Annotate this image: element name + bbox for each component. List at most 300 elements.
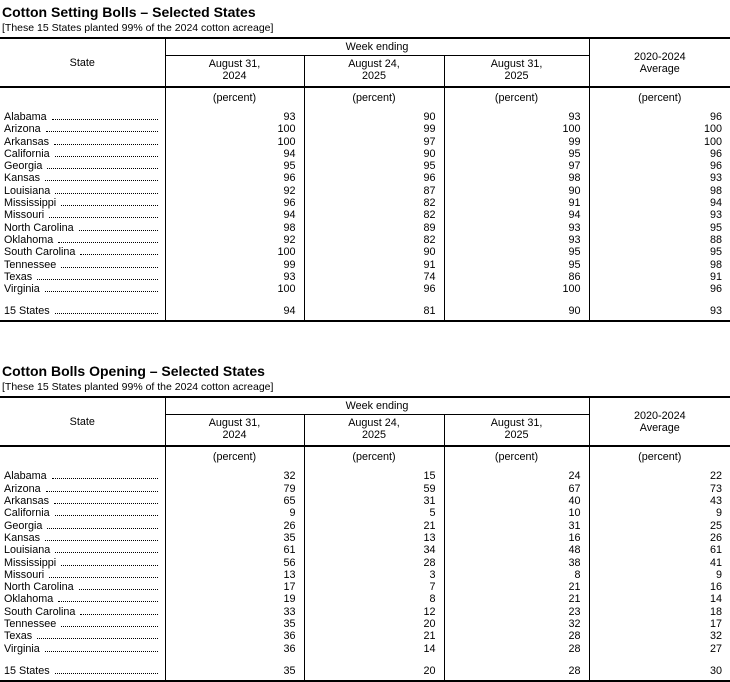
dot-leader <box>55 552 157 553</box>
state-name: Arkansas <box>4 495 50 508</box>
value-cell: 98 <box>444 172 589 184</box>
table-row <box>0 470 730 482</box>
value-cell: 92 <box>165 234 304 246</box>
state-cell <box>0 618 165 630</box>
state-cell <box>0 544 165 556</box>
value-cell: 74 <box>304 271 444 283</box>
total-label-cell <box>0 664 165 681</box>
value-cell: 87 <box>304 185 444 197</box>
value-cell: 98 <box>589 259 730 271</box>
setting-bolls-section <box>0 4 730 322</box>
value-cell: 93 <box>165 111 304 123</box>
state-name: Texas <box>4 270 33 283</box>
value-cell: 32 <box>444 618 589 630</box>
table-row <box>0 172 730 184</box>
value-cell: 21 <box>304 520 444 532</box>
average-label-line2: Average <box>639 62 680 75</box>
state-name: Louisiana <box>4 184 51 197</box>
value-cell: 98 <box>589 185 730 197</box>
value-cell: 32 <box>165 470 304 482</box>
date-column-header <box>165 56 304 88</box>
dot-leader <box>55 515 158 516</box>
value-cell: 36 <box>165 643 304 655</box>
state-name: Louisiana <box>4 544 51 557</box>
value-cell: 91 <box>304 259 444 271</box>
value-cell: 33 <box>165 606 304 618</box>
table-row <box>0 643 730 655</box>
state-cell <box>0 136 165 148</box>
state-cell <box>0 197 165 209</box>
state-name: California <box>4 507 50 520</box>
dot-leader <box>61 267 157 268</box>
average-column-header <box>589 38 730 87</box>
setting-bolls-title: Cotton Setting Bolls – Selected States <box>2 4 256 20</box>
dot-leader <box>49 217 157 218</box>
table-row <box>0 185 730 197</box>
date-column-header <box>165 415 304 447</box>
value-cell: 16 <box>444 532 589 544</box>
average-label-line2: Average <box>639 421 680 434</box>
value-cell: 91 <box>444 197 589 209</box>
dot-leader <box>52 119 158 120</box>
state-name: Missouri <box>4 568 45 581</box>
spacer-row <box>0 295 730 304</box>
table-row <box>0 136 730 148</box>
state-cell <box>0 283 165 295</box>
state-cell <box>0 185 165 197</box>
state-cell <box>0 470 165 482</box>
table-row <box>0 148 730 160</box>
value-cell: 65 <box>165 495 304 507</box>
value-cell: 86 <box>444 271 589 283</box>
table-row <box>0 197 730 209</box>
unit-cell: (percent) <box>304 87 444 111</box>
date-line1: August 24, <box>348 58 400 70</box>
value-cell: 9 <box>165 507 304 519</box>
value-cell: 40 <box>444 495 589 507</box>
average-column-header <box>589 397 730 446</box>
setting-bolls-body <box>0 111 730 295</box>
value-cell: 27 <box>589 643 730 655</box>
value-cell: 100 <box>165 283 304 295</box>
state-cell <box>0 507 165 519</box>
value-cell: 93 <box>589 172 730 184</box>
dot-leader <box>37 279 157 280</box>
value-cell: 14 <box>589 593 730 605</box>
value-cell: 28 <box>304 557 444 569</box>
value-cell: 91 <box>589 271 730 283</box>
state-name: Alabama <box>4 470 47 483</box>
table-row <box>0 259 730 271</box>
dot-leader <box>47 168 157 169</box>
dot-leader <box>55 193 157 194</box>
total-label: 15 States <box>4 664 50 677</box>
state-name: Oklahoma <box>4 593 54 606</box>
value-cell: 95 <box>589 246 730 258</box>
value-cell: 90 <box>444 185 589 197</box>
value-cell: 96 <box>165 197 304 209</box>
dot-leader <box>58 601 157 602</box>
state-name: South Carolina <box>4 246 76 259</box>
dot-leader <box>79 230 158 231</box>
table-row <box>0 160 730 172</box>
unit-cell: (percent) <box>444 446 589 470</box>
total-row <box>0 664 730 681</box>
value-cell: 16 <box>589 581 730 593</box>
unit-cell: (percent) <box>165 87 304 111</box>
total-value-cell: 94 <box>165 304 304 321</box>
table-row <box>0 209 730 221</box>
dot-leader <box>46 131 158 132</box>
value-cell: 93 <box>165 271 304 283</box>
state-cell <box>0 557 165 569</box>
header-row-week-ending <box>0 397 730 415</box>
state-cell <box>0 643 165 655</box>
dot-leader <box>46 491 158 492</box>
date-line2: 2024 <box>222 69 247 82</box>
dot-leader <box>79 589 158 590</box>
dot-leader <box>61 626 157 627</box>
state-cell <box>0 606 165 618</box>
table-row <box>0 222 730 234</box>
dot-leader <box>54 503 157 504</box>
dot-leader <box>47 528 157 529</box>
table-row <box>0 532 730 544</box>
value-cell: 13 <box>304 532 444 544</box>
value-cell: 61 <box>165 544 304 556</box>
state-name: North Carolina <box>4 581 74 594</box>
value-cell: 26 <box>589 532 730 544</box>
dot-leader <box>52 478 158 479</box>
value-cell: 36 <box>165 630 304 642</box>
state-cell <box>0 172 165 184</box>
setting-bolls-table <box>0 37 730 322</box>
table-row <box>0 271 730 283</box>
value-cell: 8 <box>304 593 444 605</box>
value-cell: 48 <box>444 544 589 556</box>
dot-leader <box>37 638 157 639</box>
value-cell: 94 <box>165 209 304 221</box>
date-line2: 2025 <box>504 428 529 441</box>
value-cell: 17 <box>165 581 304 593</box>
total-value-cell: 30 <box>589 664 730 681</box>
value-cell: 96 <box>304 172 444 184</box>
value-cell: 41 <box>589 557 730 569</box>
bolls-opening-table <box>0 396 730 681</box>
table-row <box>0 606 730 618</box>
date-column-header <box>444 415 589 447</box>
dot-leader <box>61 565 157 566</box>
state-cell <box>0 593 165 605</box>
state-cell <box>0 483 165 495</box>
value-cell: 23 <box>444 606 589 618</box>
date-line1: August 24, <box>348 417 400 430</box>
value-cell: 43 <box>589 495 730 507</box>
state-cell <box>0 630 165 642</box>
dot-leader <box>55 313 158 314</box>
week-ending-header: Week ending <box>165 38 589 56</box>
date-line2: 2025 <box>361 428 387 441</box>
table-row <box>0 569 730 581</box>
state-cell <box>0 520 165 532</box>
value-cell: 89 <box>304 222 444 234</box>
total-value-cell: 93 <box>589 304 730 321</box>
date-column-header <box>304 415 444 447</box>
value-cell: 8 <box>444 569 589 581</box>
state-cell <box>0 271 165 283</box>
average-label-line1: 2020-2024 <box>633 50 686 63</box>
state-name: Alabama <box>4 111 47 123</box>
date-line1: August 31, <box>490 417 543 430</box>
total-label-cell <box>0 304 165 321</box>
value-cell: 3 <box>304 569 444 581</box>
value-cell: 95 <box>304 160 444 172</box>
value-cell: 73 <box>589 483 730 495</box>
value-cell: 19 <box>165 593 304 605</box>
total-value-cell: 90 <box>444 304 589 321</box>
value-cell: 35 <box>165 532 304 544</box>
total-label: 15 States <box>4 305 50 318</box>
value-cell: 25 <box>589 520 730 532</box>
value-cell: 21 <box>444 593 589 605</box>
state-cell <box>0 246 165 258</box>
value-cell: 9 <box>589 569 730 581</box>
bolls-opening-section <box>0 363 730 681</box>
value-cell: 7 <box>304 581 444 593</box>
value-cell: 94 <box>444 209 589 221</box>
table-row <box>0 544 730 556</box>
state-name: North Carolina <box>4 221 74 234</box>
state-cell <box>0 234 165 246</box>
value-cell: 15 <box>304 470 444 482</box>
table-row <box>0 495 730 507</box>
value-cell: 21 <box>304 630 444 642</box>
table-row <box>0 630 730 642</box>
date-line1: August 31, <box>208 58 261 70</box>
dot-leader <box>45 180 157 181</box>
value-cell: 100 <box>165 136 304 148</box>
value-cell: 82 <box>304 197 444 209</box>
value-cell: 96 <box>304 283 444 295</box>
value-cell: 88 <box>589 234 730 246</box>
value-cell: 28 <box>444 630 589 642</box>
bolls-opening-body <box>0 470 730 654</box>
value-cell: 94 <box>589 197 730 209</box>
spacer-row <box>0 655 730 664</box>
unit-cell-empty <box>0 87 165 111</box>
value-cell: 79 <box>165 483 304 495</box>
value-cell: 99 <box>165 259 304 271</box>
state-cell <box>0 148 165 160</box>
value-cell: 96 <box>589 111 730 123</box>
average-label-line1: 2020-2024 <box>633 409 686 422</box>
dot-leader <box>55 673 158 674</box>
table-row <box>0 557 730 569</box>
value-cell: 100 <box>589 123 730 135</box>
value-cell: 96 <box>589 148 730 160</box>
setting-bolls-subtitle: [These 15 States planted 99% of the 2024 cotton acreage] <box>2 22 274 34</box>
value-cell: 95 <box>589 222 730 234</box>
date-line1: August 31, <box>490 58 543 70</box>
date-line2: 2025 <box>504 69 529 82</box>
value-cell: 99 <box>444 136 589 148</box>
dot-leader <box>80 254 157 255</box>
state-name: Mississippi <box>4 556 57 569</box>
state-name: Kansas <box>4 531 41 544</box>
value-cell: 9 <box>589 507 730 519</box>
value-cell: 93 <box>444 234 589 246</box>
total-value-cell: 35 <box>165 664 304 681</box>
value-cell: 100 <box>444 283 589 295</box>
state-name: California <box>4 147 50 160</box>
value-cell: 93 <box>589 209 730 221</box>
value-cell: 100 <box>165 246 304 258</box>
unit-cell-empty <box>0 446 165 470</box>
value-cell: 24 <box>444 470 589 482</box>
dot-leader <box>80 614 157 615</box>
value-cell: 95 <box>444 246 589 258</box>
total-value-cell: 28 <box>444 664 589 681</box>
value-cell: 31 <box>444 520 589 532</box>
value-cell: 100 <box>589 136 730 148</box>
value-cell: 90 <box>304 148 444 160</box>
value-cell: 82 <box>304 234 444 246</box>
value-cell: 31 <box>304 495 444 507</box>
value-cell: 21 <box>444 581 589 593</box>
table-row <box>0 520 730 532</box>
date-column-header <box>304 56 444 88</box>
value-cell: 100 <box>444 123 589 135</box>
table-row <box>0 593 730 605</box>
dot-leader <box>61 205 157 206</box>
value-cell: 98 <box>165 222 304 234</box>
dot-leader <box>45 291 158 292</box>
state-cell <box>0 532 165 544</box>
total-value-cell: 81 <box>304 304 444 321</box>
table-row <box>0 111 730 123</box>
unit-cell: (percent) <box>589 446 730 470</box>
unit-row <box>0 446 730 470</box>
unit-cell: (percent) <box>444 87 589 111</box>
dot-leader <box>54 144 157 145</box>
state-name: Georgia <box>4 160 43 173</box>
state-cell <box>0 209 165 221</box>
value-cell: 94 <box>165 148 304 160</box>
dot-leader <box>45 540 157 541</box>
state-name: Arizona <box>4 123 41 136</box>
state-cell <box>0 123 165 135</box>
value-cell: 5 <box>304 507 444 519</box>
date-column-header <box>444 56 589 88</box>
total-value-cell: 20 <box>304 664 444 681</box>
value-cell: 18 <box>589 606 730 618</box>
dot-leader <box>55 156 158 157</box>
table-row <box>0 483 730 495</box>
state-column-header: State <box>69 56 95 69</box>
state-cell <box>0 569 165 581</box>
value-cell: 32 <box>589 630 730 642</box>
value-cell: 61 <box>589 544 730 556</box>
state-name: Virginia <box>4 283 40 296</box>
dot-leader <box>58 242 157 243</box>
value-cell: 10 <box>444 507 589 519</box>
value-cell: 90 <box>304 111 444 123</box>
state-cell <box>0 111 165 123</box>
dot-leader <box>49 577 157 578</box>
value-cell: 67 <box>444 483 589 495</box>
value-cell: 92 <box>165 185 304 197</box>
state-cell <box>0 581 165 593</box>
date-line1: August 31, <box>208 417 261 430</box>
value-cell: 97 <box>304 136 444 148</box>
state-name: Missouri <box>4 209 45 222</box>
bolls-opening-title: Cotton Bolls Opening – Selected States <box>2 363 265 380</box>
value-cell: 14 <box>304 643 444 655</box>
value-cell: 12 <box>304 606 444 618</box>
value-cell: 35 <box>165 618 304 630</box>
table-row <box>0 123 730 135</box>
dot-leader <box>45 651 158 652</box>
week-ending-header: Week ending <box>165 397 589 415</box>
state-name: Tennessee <box>4 618 57 631</box>
value-cell: 97 <box>444 160 589 172</box>
value-cell: 22 <box>589 470 730 482</box>
unit-row <box>0 87 730 111</box>
value-cell: 56 <box>165 557 304 569</box>
value-cell: 26 <box>165 520 304 532</box>
date-line2: 2025 <box>361 69 387 82</box>
state-cell <box>0 495 165 507</box>
value-cell: 38 <box>444 557 589 569</box>
table-row <box>0 581 730 593</box>
value-cell: 96 <box>589 283 730 295</box>
value-cell: 28 <box>444 643 589 655</box>
state-name: Texas <box>4 630 33 643</box>
table-row <box>0 234 730 246</box>
state-name: Arizona <box>4 482 41 495</box>
value-cell: 34 <box>304 544 444 556</box>
state-name: Virginia <box>4 642 40 655</box>
state-cell <box>0 160 165 172</box>
value-cell: 96 <box>589 160 730 172</box>
value-cell: 95 <box>444 259 589 271</box>
value-cell: 59 <box>304 483 444 495</box>
unit-cell: (percent) <box>304 446 444 470</box>
value-cell: 96 <box>165 172 304 184</box>
table-row <box>0 246 730 258</box>
state-name: Georgia <box>4 519 43 532</box>
unit-cell: (percent) <box>589 87 730 111</box>
value-cell: 17 <box>589 618 730 630</box>
table-row <box>0 618 730 630</box>
state-name: Oklahoma <box>4 233 54 246</box>
value-cell: 90 <box>304 246 444 258</box>
unit-cell: (percent) <box>165 446 304 470</box>
state-cell <box>0 259 165 271</box>
value-cell: 100 <box>165 123 304 135</box>
bolls-opening-subtitle: [These 15 States planted 99% of the 2024 cotton acreage] <box>2 381 274 394</box>
state-column-header: State <box>69 415 95 428</box>
state-cell <box>0 222 165 234</box>
value-cell: 99 <box>304 123 444 135</box>
value-cell: 95 <box>165 160 304 172</box>
value-cell: 93 <box>444 222 589 234</box>
header-row-week-ending <box>0 38 730 56</box>
state-name: South Carolina <box>4 605 76 618</box>
table-row <box>0 283 730 295</box>
value-cell: 13 <box>165 569 304 581</box>
state-name: Kansas <box>4 172 41 185</box>
